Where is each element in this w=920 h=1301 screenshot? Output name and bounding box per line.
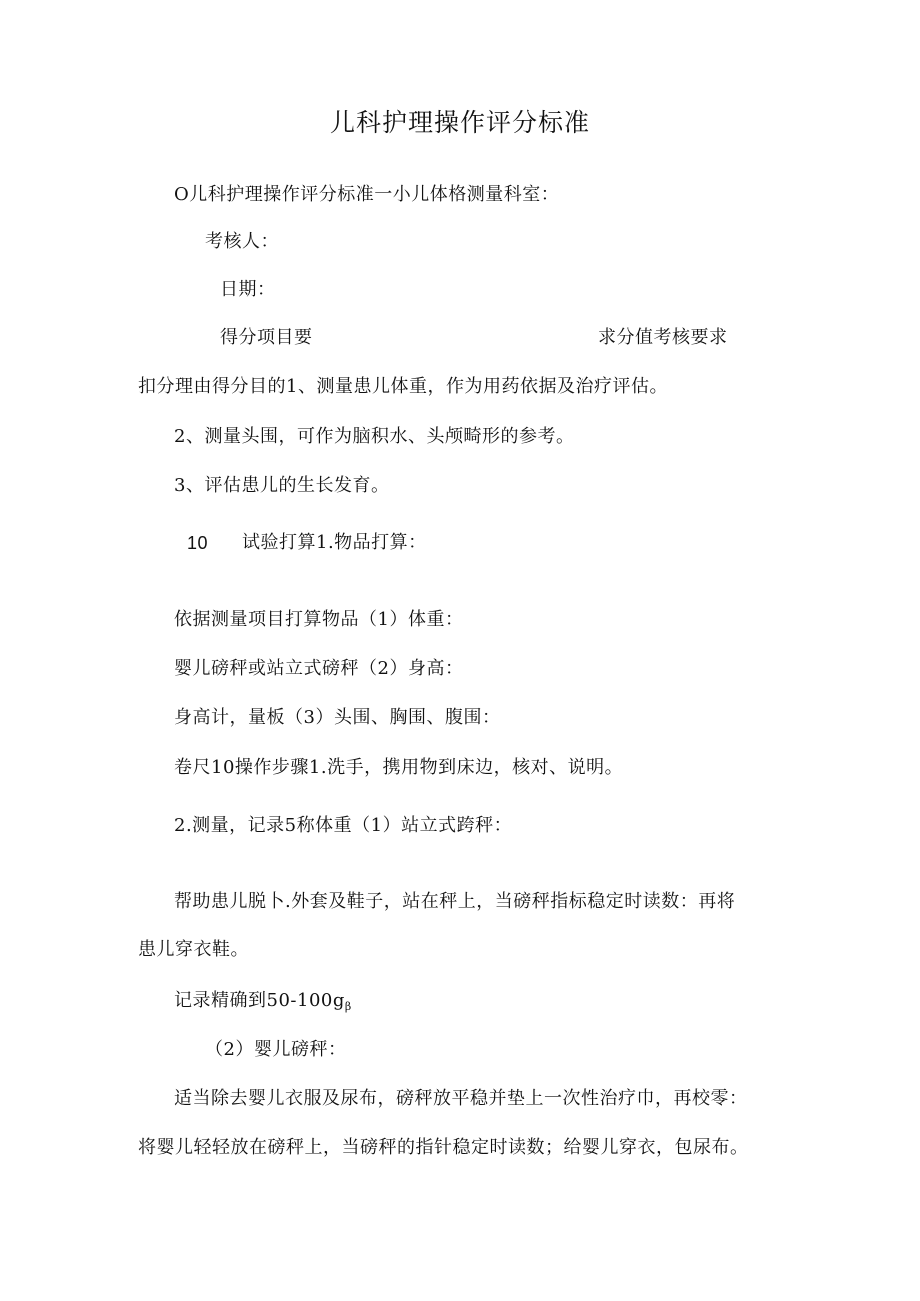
infant-scale-line-1: 适当除去婴儿衣服及尿布，磅秤放平稳并垫上一次性治疗巾，再校零：: [174, 1088, 748, 1109]
preparation-line: 试验打算1.物品打算：: [242, 532, 427, 553]
infant-scale-heading: （2）婴儿磅秤：: [205, 1039, 347, 1060]
items-line-1: 依据测量项目打算物品（1）体重：: [174, 609, 464, 630]
score-value: 10: [187, 533, 209, 553]
record-precision-text: 记录精确到50-100g: [174, 990, 345, 1011]
record-precision-subscript: β: [344, 1000, 352, 1013]
date-label: 日期：: [220, 279, 276, 300]
items-line-3: 身高计，量板（3）头围、胸围、腹围：: [174, 707, 501, 728]
purpose-line-1: 扣分理由得分目的1、测量患儿体重，作为用药依据及治疗评估。: [138, 376, 668, 397]
infant-scale-line-2: 将婴儿轻轻放在磅秤上，当磅秤的指针稳定时读数；给婴儿穿衣，包尿布。: [138, 1137, 749, 1158]
standing-scale-line-2: 患儿穿衣鞋。: [138, 939, 249, 960]
steps-line-1: 卷尺10操作步骤1.洗手，携用物到床边，核对、说明。: [174, 757, 624, 778]
purpose-line-3: 3、评估患儿的生长发育。: [174, 475, 390, 496]
items-line-2: 婴儿磅秤或站立式磅秤（2）身高：: [174, 658, 464, 679]
header-right: 求分值考核要求: [598, 327, 728, 348]
standing-scale-line-1: 帮助患儿脱卜.外套及鞋子，站在秤上，当磅秤指标稳定时读数：再将: [174, 891, 736, 912]
record-precision-line: [174, 990, 352, 1018]
page-title: 儿科护理操作评分标准: [329, 108, 590, 137]
examiner-label: 考核人：: [205, 231, 279, 252]
purpose-line-2: 2、测量头围，可作为脑积水、头颅畸形的参考。: [174, 426, 575, 447]
steps-line-2: 2.测量，记录5称体重（1）站立式跨秤：: [174, 815, 513, 836]
header-left: 得分项目要: [220, 327, 313, 348]
intro-line: O儿科护理操作评分标准一小儿体格测量科室：: [174, 184, 560, 205]
